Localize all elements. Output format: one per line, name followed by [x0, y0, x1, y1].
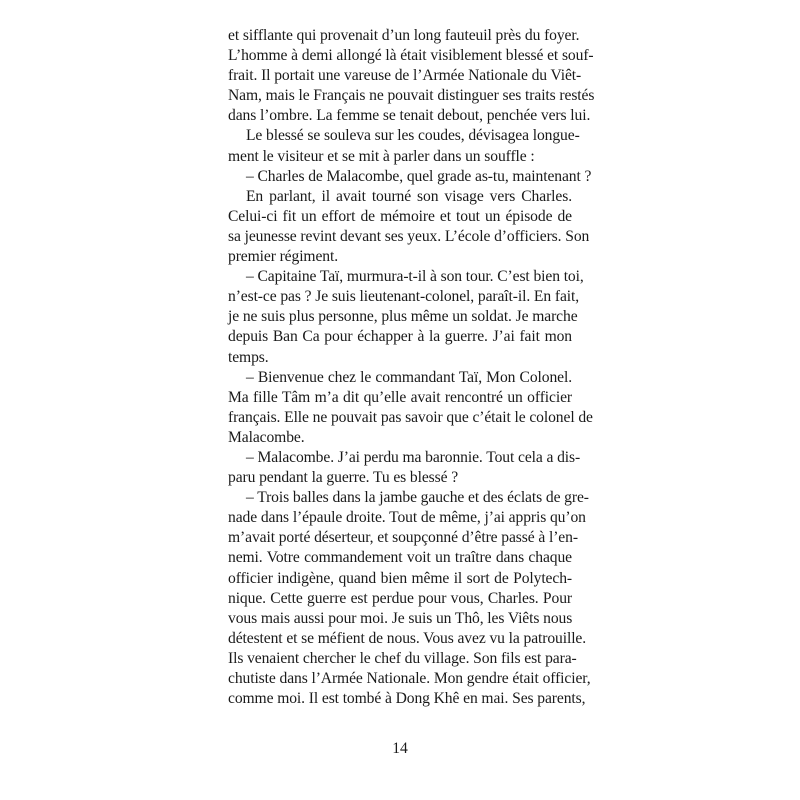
text-line: temps. — [228, 348, 269, 366]
text-line: – Bienvenue chez le commandant Taï, Mon Colonel. — [246, 368, 572, 386]
text-line: Le blessé se souleva sur les coudes, dévisagea longue- — [246, 127, 580, 145]
text-line: ment le visiteur et se mit à parler dans un souffle : — [228, 147, 535, 165]
text-line: nade dans l’épaule droite. Tout de même, j’ai appris qu’on — [228, 509, 586, 527]
text-line: – Malacombe. J’ai perdu ma baronnie. Tout cela a dis- — [246, 448, 581, 466]
body-text — [228, 26, 595, 709]
text-line: Nam, mais le Français ne pouvait distinguer ses traits restés — [228, 87, 595, 105]
text-line: officier indigène, quand bien même il sort de Polytech- — [228, 569, 572, 587]
text-line: détestent et se méfient de nous. Vous avez vu la patrouille. — [228, 629, 587, 647]
text-line: Ma fille Tâm m’a dit qu’elle avait rencontré un officier — [228, 388, 572, 406]
text-line: Celui-ci fit un effort de mémoire et tout un épisode de — [228, 207, 572, 225]
text-line: n’est-ce pas ? Je suis lieutenant-colonel, paraît-il. En fait, — [228, 288, 580, 306]
text-line: – Trois balles dans la jambe gauche et des éclats de gre- — [246, 489, 589, 507]
text-line: et sifflante qui provenait d’un long fauteuil près du foyer. — [228, 27, 580, 44]
text-line: Ils venaient chercher le chef du village. Son fils est para- — [228, 649, 577, 667]
text-line: vous mais aussi pour moi. Je suis un Thô, les Viêts nous — [228, 609, 573, 627]
text-line: dans l’ombre. La femme se tenait debout, penchée vers lui. — [228, 107, 591, 125]
text-line: En parlant, il avait tourné son visage vers Charles. — [246, 187, 572, 205]
text-line: depuis Ban Ca pour échapper à la guerre. J’ai fait mon — [228, 328, 572, 346]
text-line: je ne suis plus personne, plus même un soldat. Je marche — [228, 308, 578, 326]
text-line: français. Elle ne pouvait pas savoir que c’était le colonel de — [228, 408, 593, 426]
text-line: comme moi. Il est tombé à Dong Khê en mai. Ses parents, — [228, 690, 586, 708]
text-line: sa jeunesse revint devant ses yeux. L’école d’officiers. Son — [228, 227, 590, 245]
text-line: chutiste dans l’Armée Nationale. Mon gendre était officier, — [228, 670, 591, 687]
text-line: paru pendant la guerre. Tu es blessé ? — [228, 469, 459, 487]
text-line: m’avait porté déserteur, et soupçonné d’être passé à l’en- — [228, 529, 578, 547]
text-line: L’homme à demi allongé là était visiblement blessé et souf- — [228, 47, 594, 65]
text-line: – Charles de Malacombe, quel grade as-tu, maintenant ? — [246, 167, 592, 185]
text-line: frait. Il portait une vareuse de l’Armée Nationale du Viêt- — [228, 67, 582, 85]
page-number: 14 — [392, 740, 408, 757]
text-line: Malacombe. — [228, 428, 305, 446]
text-line: nemi. Votre commandement voit un traître dans chaque — [228, 549, 572, 567]
text-line: – Capitaine Taï, murmura-t-il à son tour. C’est bien toi, — [246, 268, 584, 286]
text-line: nique. Cette guerre est perdue pour vous, Charles. Pour — [228, 589, 572, 607]
text-line: premier régiment. — [228, 248, 339, 266]
